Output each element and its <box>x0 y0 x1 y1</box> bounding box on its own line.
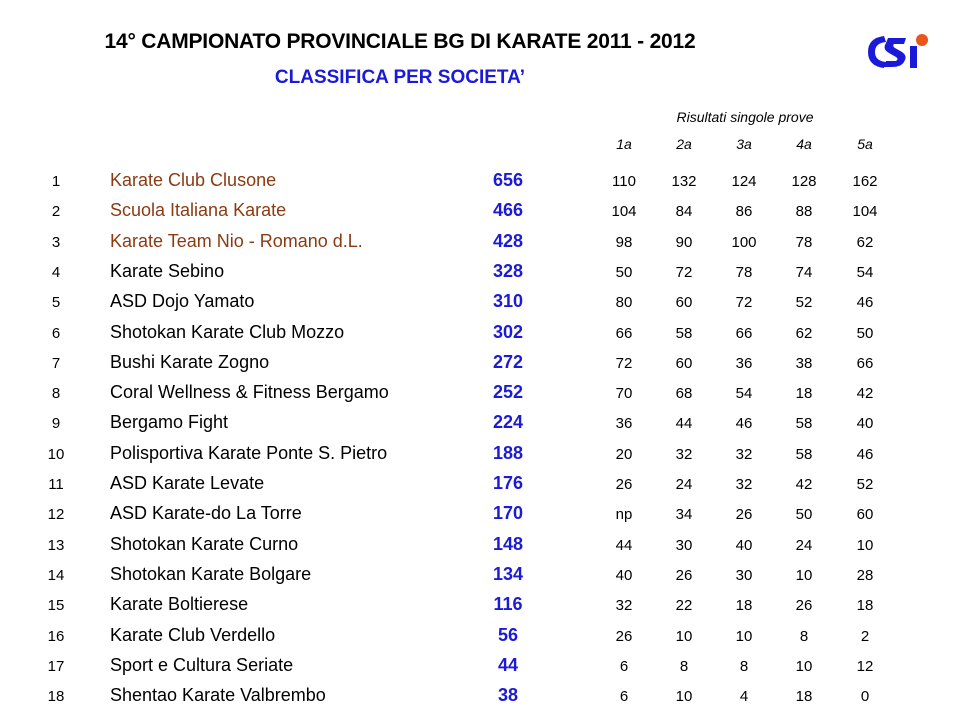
score-prova-5: 54 <box>856 263 874 281</box>
column-header-2: 2a <box>676 136 692 152</box>
score-prova-4: 58 <box>795 445 813 463</box>
table-row <box>0 410 955 440</box>
table-row <box>0 289 955 319</box>
table-row <box>0 501 955 531</box>
score-prova-3: 8 <box>739 657 749 675</box>
score-prova-4: 52 <box>795 294 813 312</box>
club-name: Shotokan Karate Bolgare <box>110 563 312 584</box>
score-prova-2: 32 <box>675 445 693 463</box>
score-prova-2: 26 <box>675 566 693 584</box>
rank: 3 <box>51 233 61 251</box>
club-name: Karate Team Nio - Romano d.L. <box>110 230 363 251</box>
club-name: Bergamo Fight <box>110 412 229 433</box>
score-prova-3: 86 <box>735 203 753 221</box>
rank: 10 <box>47 445 65 463</box>
score-prova-4: 62 <box>795 324 813 342</box>
column-header-1: 1a <box>616 136 632 152</box>
score-prova-4: 26 <box>795 597 813 615</box>
table-row <box>0 562 955 592</box>
total-points: 272 <box>492 351 524 372</box>
table-row <box>0 229 955 259</box>
score-prova-4: 8 <box>799 627 809 645</box>
score-prova-1: 6 <box>619 657 629 675</box>
score-prova-3: 32 <box>735 476 753 493</box>
rank: 14 <box>47 566 65 584</box>
score-prova-4: 74 <box>795 263 813 281</box>
score-prova-4: 18 <box>795 688 813 706</box>
score-prova-4: 50 <box>795 506 813 524</box>
score-prova-2: 84 <box>675 203 693 221</box>
score-prova-2: 10 <box>675 627 693 645</box>
total-points: 310 <box>492 291 524 312</box>
score-prova-5: 2 <box>860 627 870 645</box>
club-name: Shotokan Karate Club Mozzo <box>110 321 345 342</box>
club-name: Polisportiva Karate Ponte S. Pietro <box>110 442 388 463</box>
table-row <box>0 259 955 289</box>
rank: 9 <box>51 415 61 433</box>
rank: 4 <box>51 263 61 281</box>
table-row <box>0 653 955 683</box>
score-prova-3: 100 <box>731 233 757 251</box>
score-prova-1: 44 <box>615 536 633 554</box>
total-points: 428 <box>492 230 524 251</box>
score-prova-5: 66 <box>856 354 874 372</box>
rank: 12 <box>47 506 65 524</box>
score-prova-3: 32 <box>735 445 753 463</box>
score-prova-3: 26 <box>735 506 753 524</box>
total-points: 170 <box>492 503 524 524</box>
club-name: Shentao Karate Valbrembo <box>110 685 326 706</box>
score-prova-5: 42 <box>856 385 874 403</box>
total-points: 466 <box>492 200 524 221</box>
score-prova-1: 70 <box>615 385 633 403</box>
score-prova-5: 50 <box>856 324 874 342</box>
score-prova-4: 58 <box>795 415 813 433</box>
table-row <box>0 198 955 228</box>
total-points: 188 <box>492 442 524 463</box>
score-prova-1: 20 <box>615 445 633 463</box>
page-title: 14° CAMPIONATO PROVINCIALE BG DI KARATE 2011 - 2012 <box>104 30 696 53</box>
club-name: ASD Karate-do La Torre <box>110 503 302 524</box>
rank: 1 <box>51 173 61 190</box>
score-prova-4: 38 <box>795 354 813 372</box>
score-prova-3: 66 <box>735 324 753 342</box>
rank: 7 <box>51 354 61 372</box>
table-row <box>0 471 955 501</box>
score-prova-1: 6 <box>619 688 629 706</box>
score-prova-1: 32 <box>615 597 633 615</box>
rank: 18 <box>47 688 65 706</box>
score-prova-4: 24 <box>795 536 813 554</box>
club-name: Shotokan Karate Curno <box>110 533 299 554</box>
score-prova-5: 46 <box>856 294 874 312</box>
club-name: Coral Wellness & Fitness Bergamo <box>110 382 389 403</box>
rank: 17 <box>47 657 65 675</box>
table-row <box>0 532 955 562</box>
score-prova-2: 90 <box>675 233 693 251</box>
rank: 11 <box>48 476 64 493</box>
club-name: Bushi Karate Zogno <box>110 351 270 372</box>
score-prova-2: 60 <box>675 294 693 312</box>
score-prova-5: 52 <box>856 476 874 493</box>
score-prova-4: 42 <box>795 476 813 493</box>
score-prova-4: 128 <box>791 173 817 190</box>
score-prova-3: 78 <box>735 263 753 281</box>
score-prova-4: 88 <box>795 203 813 221</box>
score-prova-3: 36 <box>735 354 753 372</box>
column-header-4: 4a <box>796 136 812 152</box>
score-prova-5: 62 <box>856 233 874 251</box>
total-points: 56 <box>497 624 519 645</box>
rank: 16 <box>47 627 65 645</box>
score-prova-1: 26 <box>615 627 633 645</box>
score-prova-1: 50 <box>615 263 633 281</box>
score-prova-1: 36 <box>615 415 633 433</box>
score-prova-1: 98 <box>615 233 633 251</box>
table-row <box>0 683 955 713</box>
total-points: 116 <box>493 594 523 615</box>
rank: 2 <box>51 203 61 221</box>
total-points: 656 <box>492 170 524 190</box>
score-prova-2: 132 <box>671 173 697 190</box>
club-name: Karate Club Clusone <box>110 170 277 190</box>
score-prova-1: 104 <box>611 203 637 221</box>
score-prova-5: 60 <box>856 506 874 524</box>
score-prova-2: 8 <box>679 657 689 675</box>
club-name: Sport e Cultura Seriate <box>110 654 294 675</box>
table-row <box>0 380 955 410</box>
rank: 13 <box>47 536 65 554</box>
rank: 15 <box>47 597 65 615</box>
score-prova-3: 40 <box>735 536 753 554</box>
score-prova-1: 110 <box>612 173 636 190</box>
score-prova-5: 0 <box>860 688 870 706</box>
score-prova-3: 10 <box>735 627 753 645</box>
table-row <box>0 441 955 471</box>
score-prova-2: 34 <box>675 506 693 524</box>
results-label: Risultati singole prove <box>676 109 814 125</box>
score-prova-1: 66 <box>615 324 633 342</box>
rank: 6 <box>51 324 61 342</box>
club-name: Scuola Italiana Karate <box>110 200 287 221</box>
score-prova-5: 162 <box>852 173 878 190</box>
score-prova-5: 10 <box>856 536 874 554</box>
club-name: Karate Sebino <box>110 260 225 281</box>
score-prova-5: 12 <box>856 657 874 675</box>
page-subtitle: CLASSIFICA PER SOCIETA’ <box>274 67 526 88</box>
club-name: Karate Boltierese <box>110 594 249 615</box>
csi-logo-icon <box>862 30 934 74</box>
rank: 5 <box>51 294 61 312</box>
score-prova-2: 58 <box>675 324 693 342</box>
club-name: ASD Karate Levate <box>110 473 265 493</box>
score-prova-2: 30 <box>675 536 693 554</box>
total-points: 224 <box>492 412 524 433</box>
score-prova-4: 10 <box>795 657 813 675</box>
score-prova-5: 28 <box>856 566 874 584</box>
total-points: 148 <box>492 533 524 554</box>
score-prova-4: 10 <box>795 566 813 584</box>
score-prova-5: 40 <box>856 415 874 433</box>
score-prova-3: 124 <box>731 173 757 190</box>
score-prova-1: 26 <box>615 476 633 493</box>
score-prova-5: 46 <box>856 445 874 463</box>
total-points: 38 <box>497 685 519 706</box>
score-prova-5: 104 <box>852 203 878 221</box>
table-row <box>0 350 955 380</box>
total-points: 252 <box>492 382 524 403</box>
column-header-5: 5a <box>857 136 873 152</box>
score-prova-2: 10 <box>675 688 693 706</box>
table-row <box>0 320 955 350</box>
score-prova-2: 68 <box>675 385 693 403</box>
score-prova-2: 44 <box>675 415 693 433</box>
score-prova-3: 18 <box>735 597 753 615</box>
total-points: 176 <box>492 473 524 493</box>
rank: 8 <box>51 385 61 403</box>
column-header-3: 3a <box>736 136 752 152</box>
score-prova-1: 40 <box>615 566 633 584</box>
table-row <box>0 168 955 198</box>
total-points: 134 <box>492 563 524 584</box>
table-row <box>0 623 955 653</box>
club-name: Karate Club Verdello <box>110 624 276 645</box>
score-prova-4: 78 <box>795 233 813 251</box>
score-prova-5: 18 <box>856 597 874 615</box>
score-prova-1: 80 <box>615 294 633 312</box>
score-prova-4: 18 <box>795 385 813 403</box>
score-prova-2: 72 <box>675 263 693 281</box>
score-prova-2: 22 <box>675 597 693 615</box>
club-name: ASD Dojo Yamato <box>110 291 255 312</box>
total-points: 328 <box>492 260 524 281</box>
score-prova-2: 60 <box>675 354 693 372</box>
score-prova-3: 46 <box>735 415 753 433</box>
score-prova-3: 4 <box>739 688 749 706</box>
score-prova-3: 30 <box>735 566 753 584</box>
score-prova-3: 54 <box>735 385 753 403</box>
score-prova-2: 24 <box>675 476 693 493</box>
score-prova-1: 72 <box>615 354 633 372</box>
score-prova-3: 72 <box>735 294 753 312</box>
table-row <box>0 592 955 622</box>
total-points: 302 <box>492 321 524 342</box>
total-points: 44 <box>497 654 519 675</box>
score-prova-1: np <box>615 506 633 524</box>
